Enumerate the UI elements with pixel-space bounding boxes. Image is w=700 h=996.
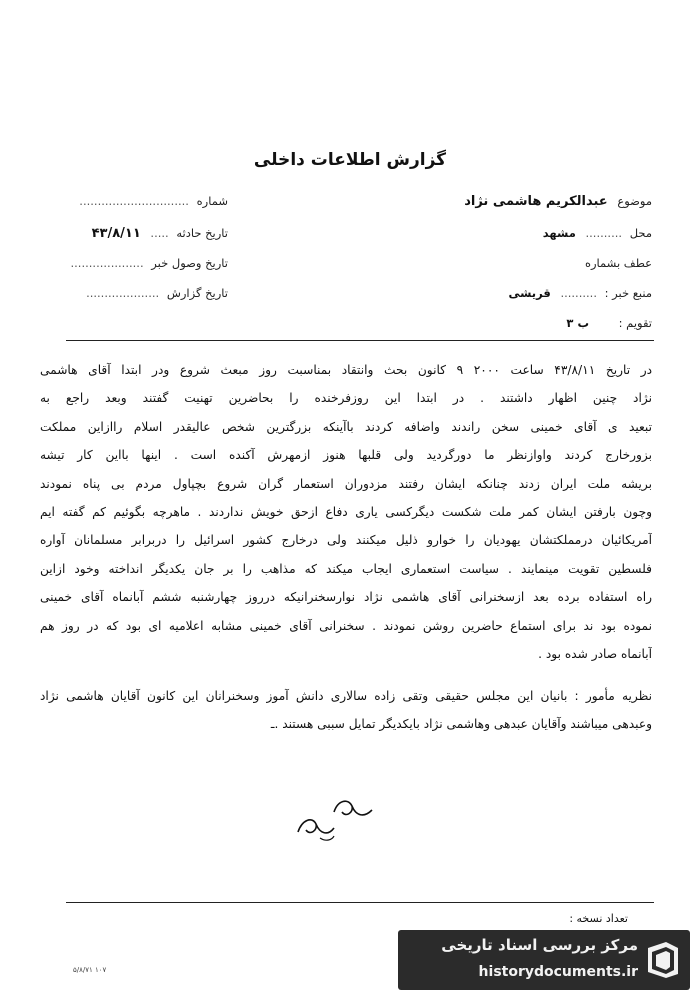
handwritten-signature (290, 790, 380, 850)
source-label: منبع خبر : (604, 286, 652, 300)
archive-book-icon (644, 940, 682, 980)
body-line: در تاریخ ۴۳/۸/۱۱ ساعت ۲۰۰۰ ۹ کانون بحث وانتقاد بمناسبت روز مبعث شروع ودر ابتدا آقای هاشمی (40, 363, 652, 377)
received-date-field: تاریخ وصول خبر .................... (70, 256, 228, 270)
reference-label: عطف بشماره (584, 256, 652, 270)
rating-value: ب ۳ (566, 316, 589, 330)
watermark-title: مرکز بررسی اسناد تاریخی (441, 936, 638, 954)
header-divider (66, 340, 654, 341)
agent-opinion (40, 682, 652, 739)
body-line: راه استفاده برده بعد ازسخنرانی آقای هاشمی نژاد نوارسخنرانیکه درروز چهارشنبه ششم آبانماه آقای خمینی (40, 590, 652, 605)
report-date-label: تاریخ گزارش (166, 286, 228, 300)
subject-label: موضوع (617, 194, 652, 208)
body-line: بریشه ملت ایران زدند چنانکه ایشان رفتند مزدوران استعمار گران شروع بچپاول مردم بی پناه نمودند (40, 476, 652, 491)
document-title: گزارش اطلاعات داخلی (253, 150, 447, 170)
opinion-line: نظریه مأمور : بانیان این مجلس حقیقی وتقی زاده سالاری دانش آموز وسخنرانان این کانون آقایان هاشمی نژاد (40, 689, 652, 703)
source-field: منبع خبر : .......... قریشی (508, 286, 652, 300)
reference-field (585, 256, 652, 270)
body-line: نموده بود ند برای استماع حاضرین روشن نمودند . سخنرانی آقای خمینی مشابه اعلامیه ای بود که در روز هم (40, 618, 652, 633)
footer-stamp: ۵/۸/۷۱ ۱۰۷ (73, 966, 107, 974)
body-line: نژاد چنین اظهار داشتند . در ابتدا این روزفرخنده را بحاضرین تهنیت گفتند وبعد راجع به (40, 391, 652, 406)
report-date-field: تاریخ گزارش .................... (86, 286, 228, 300)
body-line: فلسطین تقویت مینمایند . سیاست استعماری ایجاب میکند که مذاهب را بر جان یکدیگر انداخته وخود ازاین (40, 561, 652, 576)
copies-label: تعداد نسخه : (569, 912, 628, 925)
source-value: قریشی (508, 286, 551, 300)
received-date-label: تاریخ وصول خبر (151, 256, 228, 270)
incident-date-label: تاریخ حادثه (176, 226, 228, 240)
number-field: شماره .............................. (79, 194, 228, 208)
place-field: محل .......... مشهد (542, 226, 652, 240)
incident-date-value: ۴۳/۸/۱۱ (91, 226, 141, 241)
body-line: آبانماه صادر شده بود . (538, 647, 652, 662)
place-label: محل (629, 226, 652, 240)
opinion-line: وعبدهی میباشند وآقایان عبدهی وهاشمی نژاد بایکدیگر تمایل سببی هستند .ـ (270, 717, 652, 732)
subject-field (464, 194, 652, 209)
body-line: وچون بارفتن ایشان کمر ملت شکست دیگرکسی یاری دفاع ازحق خویش نداردند . ماهرچه بگوئیم کم گفته ایم (40, 505, 652, 520)
archive-watermark (398, 930, 690, 990)
number-label: شماره (196, 194, 228, 208)
watermark-url: historydocuments.ir (478, 964, 638, 980)
body-line: بزورخارج کردند واوازنظر ما دورگردید ولی قلبها هنوز ازمهرش آکنده است . اینها بااین کار تیشه (40, 448, 652, 463)
body-line: آمریکائیان درمملکتشان یهودیان را خوارو ذلیل میکنند ولی درخارج کشور اسرائیل را دربرابر مسلمانان آواره (40, 533, 652, 548)
incident-date-field: تاریخ حادثه ..... ۴۳/۸/۱۱ (91, 226, 228, 241)
body-line: تبعید ی آقای خمینی سخن راندند واضافه کردند باآینکه بزرگترین شخص عالیقدر اسلام راازاین مملکت (40, 419, 652, 434)
subject-value: عبدالکریم هاشمی نژاد (464, 194, 608, 209)
rating-field (566, 316, 652, 330)
rating-label: تقویم : (618, 316, 652, 330)
report-body (40, 356, 652, 668)
place-value: مشهد (542, 226, 576, 240)
footer-divider (66, 902, 654, 903)
